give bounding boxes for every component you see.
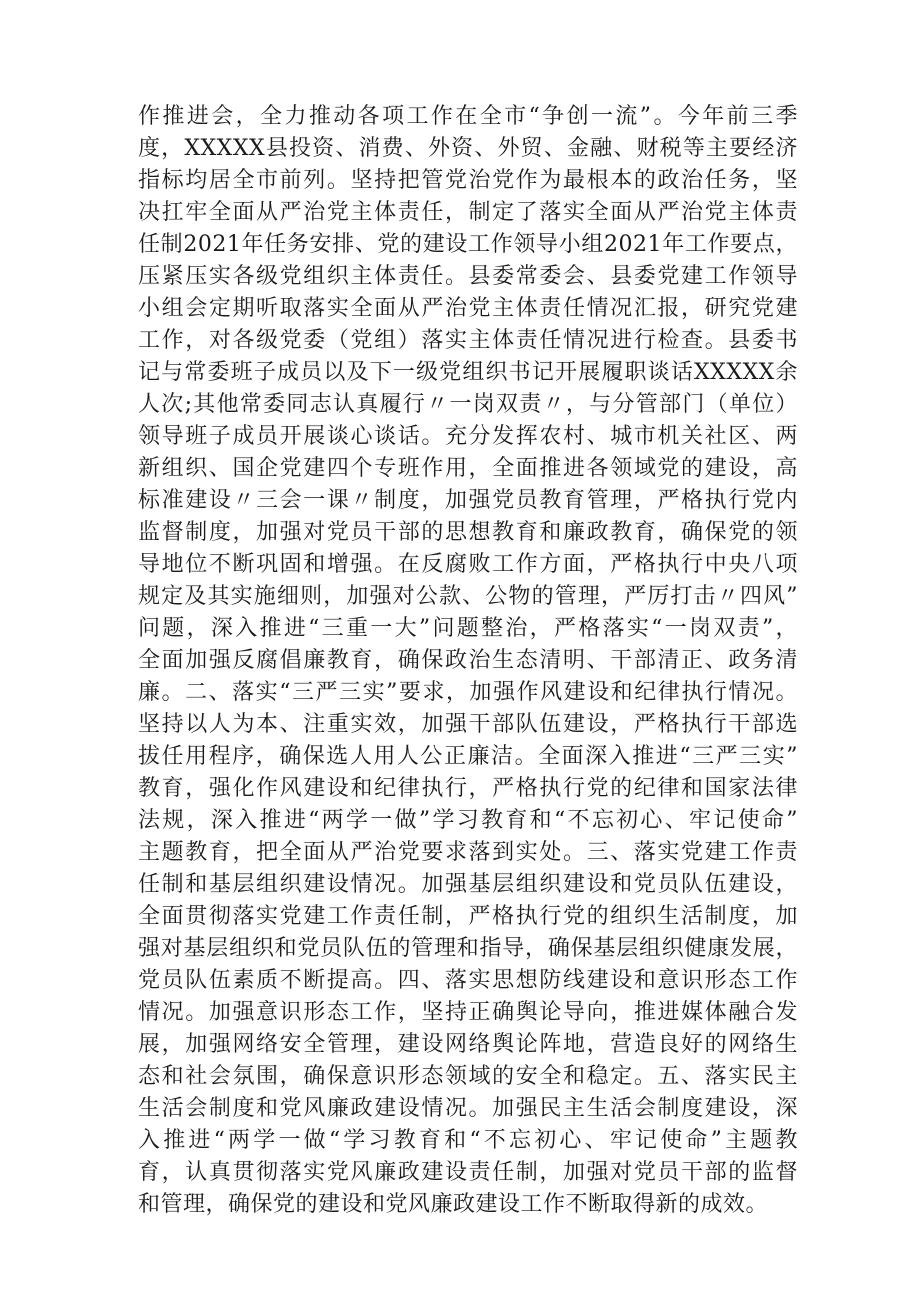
text-line: 决扛牢全面从严治党主体责任，制定了落实全面从严治党主体责 [138,200,798,225]
text-line: 廉。二、落实“三严三实”要求，加强作风建设和纪律执行情况。 [138,680,798,705]
text-line: 法规，深入推进“两学一做”学习教育和“不忘初心、牢记使命” [138,808,798,833]
text-line: 全面加强反腐倡廉教育，确保政治生态清明、干部清正、政务清 [138,648,798,673]
text-line: 作推进会，全力推动各项工作在全市“争创一流”。今年前三季 [138,104,798,129]
text-line: 压紧压实各级党组织主体责任。县委常委会、县委党建工作领导 [138,264,798,289]
text-line: 度，XXXXX县投资、消费、外资、外贸、金融、财税等主要经济 [138,136,798,161]
text-line: 主题教育，把全面从严治党要求落到实处。三、落实党建工作责 [138,840,798,865]
text-line: 生活会制度和党风廉政建设情况。加强民主生活会制度建设，深 [138,1096,798,1121]
text-line: 全面贯彻落实党建工作责任制，严格执行党的组织生活制度，加 [138,904,798,929]
text-line: 工作，对各级党委（党组）落实主体责任情况进行检查。县委书 [138,328,798,353]
text-line: 领导班子成员开展谈心谈话。充分发挥农村、城市机关社区、两 [138,424,798,449]
text-line: 标准建设〃三会一课〃制度，加强党员教育管理，严格执行党内 [138,488,798,513]
text-line: 监督制度，加强对党员干部的思想教育和廉政教育，确保党的领 [138,520,798,545]
text-line: 规定及其实施细则，加强对公款、公物的管理，严厉打击〃四风” [138,584,798,609]
text-line: 展，加强网络安全管理，建设网络舆论阵地，营造良好的网络生 [138,1032,798,1057]
text-line: 问题，深入推进“三重一大”问题整治，严格落实“一岗双责”， [138,616,798,641]
text-line: 坚持以人为本、注重实效，加强干部队伍建设，严格执行干部选 [138,712,798,737]
text-line: 指标均居全市前列。坚持把管党治党作为最根本的政治任务，坚 [138,168,798,193]
text-line: 人次;其他常委同志认真履行〃一岗双责〃，与分管部门（单位） [138,392,798,417]
body-paragraph [138,101,798,1221]
text-line: 态和社会氛围，确保意识形态领域的安全和稳定。五、落实民主 [138,1064,798,1089]
text-line: 和管理，确保党的建设和党风廉政建设工作不断取得新的成效。 [138,1192,769,1217]
text-line: 记与常委班子成员以及下一级党组织书记开展履职谈话XXXXX余 [138,360,798,385]
text-line: 任制2021年任务安排、党的建设工作领导小组2021年工作要点， [138,232,798,257]
text-line: 新组织、国企党建四个专班作用，全面推进各领域党的建设，高 [138,456,798,481]
text-line: 教育，强化作风建设和纪律执行，严格执行党的纪律和国家法律 [138,776,798,801]
text-line: 强对基层组织和党员队伍的管理和指导，确保基层组织健康发展， [138,936,798,961]
text-line: 任制和基层组织建设情况。加强基层组织建设和党员队伍建设， [138,872,798,897]
text-line: 拔任用程序，确保选人用人公正廉洁。全面深入推进“三严三实” [138,744,798,769]
text-line: 导地位不断巩固和增强。在反腐败工作方面，严格执行中央八项 [138,552,798,577]
text-line: 党员队伍素质不断提高。四、落实思想防线建设和意识形态工作 [138,968,798,993]
text-line: 育，认真贯彻落实党风廉政建设责任制，加强对党员干部的监督 [138,1160,798,1185]
text-line: 入推进“两学一做“学习教育和“不忘初心、牢记使命”主题教 [138,1128,798,1153]
text-line: 情况。加强意识形态工作，坚持正确舆论导向，推进媒体融合发 [138,1000,798,1025]
text-line: 小组会定期听取落实全面从严治党主体责任情况汇报，研究党建 [138,296,798,321]
